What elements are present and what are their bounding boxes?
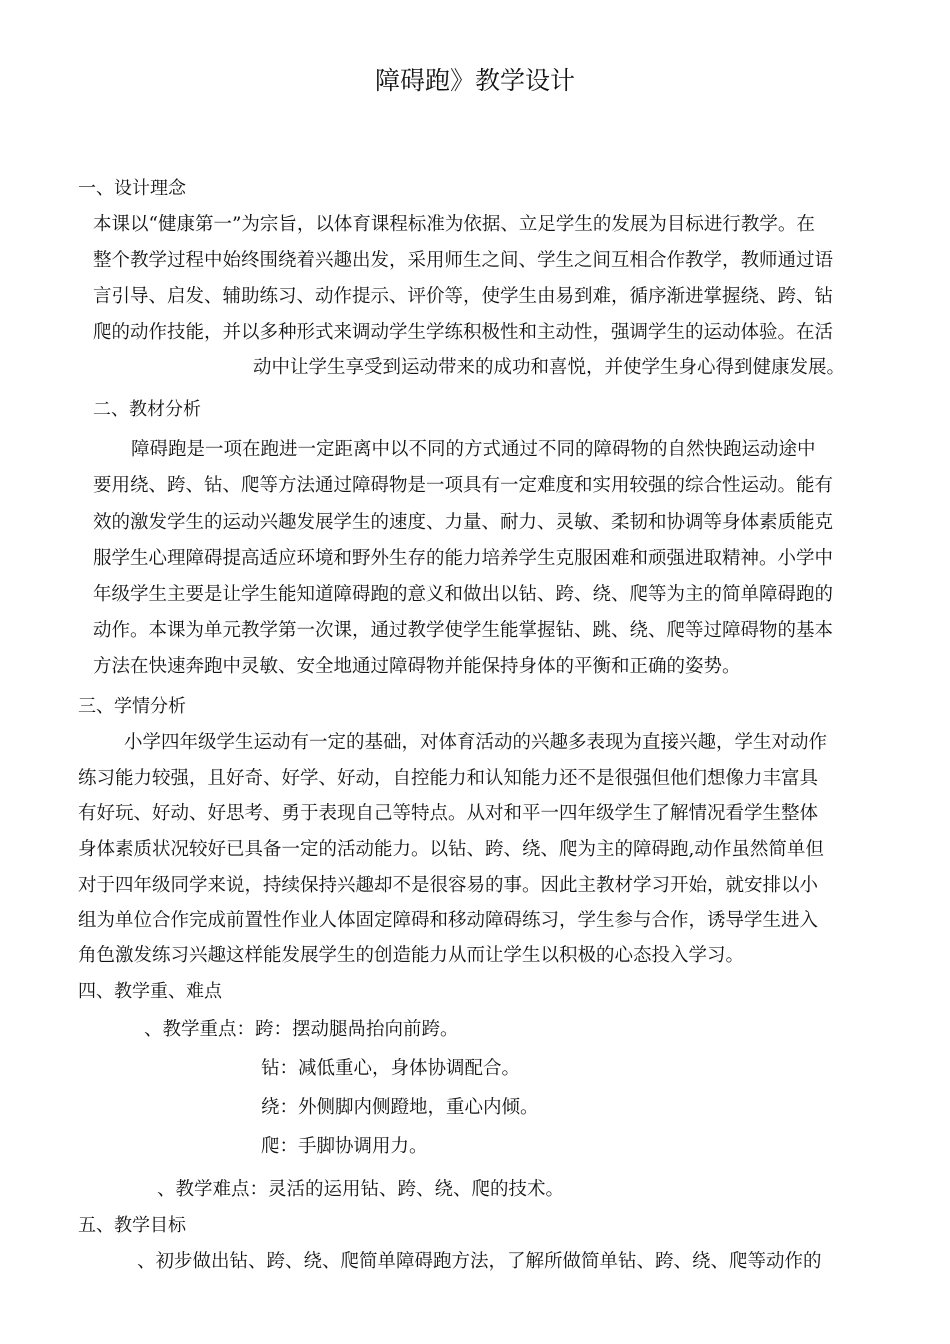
section-heading-design-concept: 一、设计理念 [78, 178, 186, 199]
key-point-line: 爬：手脚协调用力。 [261, 1136, 428, 1157]
paragraph-line: 练习能力较强，且好奇、好学、好动，自控能力和认知能力还不是很强但他们想像力丰富具 [78, 768, 819, 789]
section-heading-learner-analysis: 三、学情分析 [78, 696, 186, 717]
paragraph-line: 有好玩、好动、好思考、勇于表现自己等特点。从对和平一四年级学生了解情况看学生整体 [78, 803, 819, 824]
section-heading-material-analysis: 二、教材分析 [93, 399, 201, 420]
section-heading-key-points: 四、教学重、难点 [78, 981, 222, 1002]
paragraph-line: 对于四年级同学来说，持续保持兴趣却不是很容易的事。因此主教材学习开始，就安排以小 [78, 875, 819, 896]
paragraph-line: 整个教学过程中始终围绕着兴趣出发，采用师生之间、学生之间互相合作教学，教师通过语 [93, 250, 834, 271]
paragraph-line: 效的激发学生的运动兴趣发展学生的速度、力量、耐力、灵敏、柔韧和协调等身体素质能克 [93, 512, 834, 533]
paragraph-line: 组为单位合作完成前置性作业人体固定障碍和移动障碍练习，学生参与合作，诱导学生进入 [78, 910, 819, 931]
paragraph-line: 言引导、启发、辅助练习、动作提示、评价等，使学生由易到难，循序渐进掌握绕、跨、钻 [93, 286, 834, 307]
paragraph-line: 要用绕、跨、钻、爬等方法通过障碍物是一项具有一定难度和实用较强的综合性运动。能有 [93, 475, 834, 496]
paragraph-line: 本课以“健康第一”为宗旨，以体育课程标准为依据、立足学生的发展为目标进行教学。在 [93, 214, 815, 235]
paragraph-line: 障碍跑是一项在跑进一定距离中以不同的方式通过不同的障碍物的自然快跑运动途中 [131, 439, 816, 460]
paragraph-line: 爬的动作技能，并以多种形式来调动学生学练积极性和主动性，强调学生的运动体验。在活 [93, 322, 834, 343]
paragraph-line: 动作。本课为单元教学第一次课，通过教学使学生能掌握钻、跳、绕、爬等过障碍物的基本 [93, 620, 834, 641]
key-point-line: 、教学重点：跨：摆动腿咼抬向前跨。 [144, 1019, 459, 1040]
paragraph-line: 小学四年级学生运动有一定的基础，对体育活动的兴趣多表现为直接兴趣，学生对动作 [124, 732, 828, 753]
document-title: 障碍跑》教学设计 [374, 66, 575, 95]
paragraph-line: 年级学生主要是让学生能知道障碍跑的意义和做出以钻、跨、绕、爬等为主的简单障碍跑的 [93, 584, 834, 605]
paragraph-line: 服学生心理障碍提高适应环境和野外生存的能力培养学生克服困难和顽强进取精神。小学中 [93, 548, 834, 569]
paragraph-line: 动中让学生享受到运动带来的成功和喜悦，并使学生身心得到健康发展。 [253, 357, 846, 378]
paragraph-line: 身体素质状况较好已具备一定的活动能力。以钻、跨、绕、爬为主的障碍跑,动作虽然简单但 [78, 839, 824, 860]
difficulty-line: 、教学难点：灵活的运用钻、跨、绕、爬的技术。 [157, 1179, 565, 1200]
paragraph-line: 、初步做出钻、跨、绕、爬简单障碍跑方法，了解所做简单钻、跨、绕、爬等动作的 [137, 1251, 822, 1272]
key-point-line: 钻：减低重心，身体协调配合。 [261, 1058, 521, 1079]
paragraph-line: 角色激发练习兴趣这样能发展学生的创造能力从而让学生以积极的心态投入学习。 [78, 945, 745, 966]
paragraph-line: 方法在快速奔跑中灵敏、安全地通过障碍物并能保持身体的平衡和正确的姿势。 [93, 656, 741, 677]
key-point-line: 绕：外侧脚内侧蹬地，重心内倾。 [261, 1097, 539, 1118]
section-heading-teaching-objectives: 五、教学目标 [78, 1215, 186, 1236]
